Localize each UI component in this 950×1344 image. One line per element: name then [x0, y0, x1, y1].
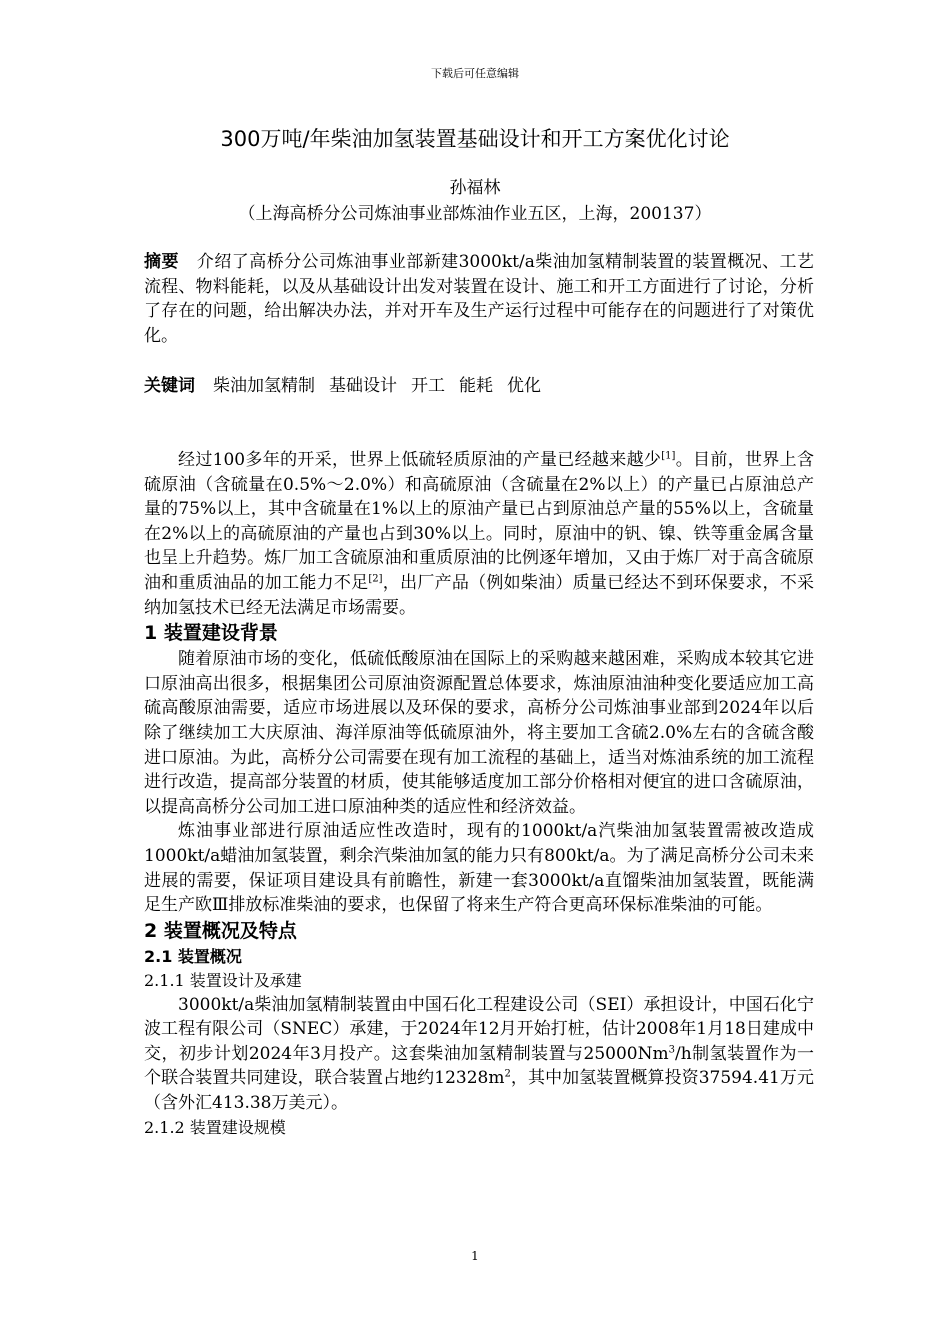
- keyword: 能耗: [459, 376, 493, 396]
- section-2-1-1-paragraph: [144, 993, 814, 1116]
- section-2-1-2-heading: 2.1.2 装置建设规模: [144, 1117, 286, 1137]
- paragraph-text: 3000kt/a柴油加氢精制装置由中国石化工程建设公司（SEI）承担设计，中国石化宁波工程有限公司（SNEC）承建，于2024年12月开始打桩，估计2008年1月18日建成中交，初步计划2024年3月投产。这套柴油加氢精制装置与25000Nm: [144, 994, 814, 1064]
- article-title: 300万吨/年柴油加氢装置基础设计和开工方案优化讨论: [220, 127, 730, 151]
- superscript-3: 3: [668, 1044, 675, 1056]
- keyword: 基础设计: [329, 376, 397, 396]
- abstract: [144, 250, 814, 348]
- citation-2: [2]: [368, 573, 383, 585]
- author-name: 孙福林: [449, 178, 501, 198]
- section-2-1-1-heading: 2.1.1 装置设计及承建: [144, 970, 302, 990]
- section-2-heading: 2 装置概况及特点: [144, 919, 297, 942]
- keyword: 柴油加氢精制: [213, 376, 315, 396]
- keyword: 优化: [507, 376, 541, 396]
- intro-paragraph: [144, 448, 814, 620]
- section-1-paragraph-2: 炼油事业部进行原油适应性改造时，现有的1000kt/a汽柴油加氢装置需被改造成1000kt/a蜡油加氢装置，剩余汽柴油加氢的能力只有800kt/a。为了满足高桥分公司未来进展的需要，保证项目建设具有前瞻性，新建一套3000kt/a直馏柴油加氢装置，既能满足生产欧Ⅲ排放标准柴油的要求，也保留了将来生产符合更高环保标准柴油的可能。: [144, 821, 814, 916]
- author-affiliation: （上海高桥分公司炼油事业部炼油作业五区，上海，200137）: [238, 204, 712, 224]
- keywords: [144, 374, 814, 399]
- section-2-1-heading: 2.1 装置概况: [144, 946, 242, 966]
- section-1-heading: 1 装置建设背景: [144, 622, 278, 645]
- section-1-paragraph-1: 随着原油市场的变化，低硫低酸原油在国际上的采购越来越困难，采购成本较其它进口原油高出很多，根据集团公司原油资源配置总体要求，炼油原油油种变化要适应加工高硫高酸原油需要，适应市场进展以及环保的要求，高桥分公司炼油事业部到2024年以后除了继续加工大庆原油、海洋原油等低硫原油外，将主要加工含硫2.0%左右的含硫含酸进口原油。为此，高桥分公司需要在现有加工流程的基础上，适当对炼油系统的加工流程进行改造，提高部分装置的材质，使其能够适度加工部分价格相对便宜的进口含硫原油，以提高高桥分公司加工进口原油种类的适应性和经济效益。: [144, 649, 814, 817]
- intro-text: 。目前，世界上含硫原油（含硫量在0.5%～2.0%）和高硫原油（含硫量在2%以上）的产量已占原油总产量的75%以上，其中含硫量在1%以上的原油产量已占到原油总产量的55%以上，含硫量在2%以上的高硫原油的产量也占到30%以上。同时，原油中的钒、镍、铁等重金属含量也呈上升趋势。炼厂加工含硫原油和重质原油的比例逐年增加，又由于炼厂对于高含硫原油和重质油品的加工能力不足: [144, 450, 815, 593]
- header-note: 下载后可任意编辑: [431, 67, 519, 80]
- main-text: [144, 448, 814, 1140]
- keyword: 开工: [411, 376, 445, 396]
- intro-text: 经过100多年的开采，世界上低硫轻质原油的产量已经越来越少: [178, 450, 662, 470]
- abstract-label: 摘要: [144, 252, 179, 272]
- page-number: 1: [471, 1249, 479, 1263]
- paragraph-text: /h制氢装置作为一个联合装置共同建设，联合装置占地约12328m: [144, 1043, 814, 1089]
- paragraph-text: ，其中加氢装置概算投资37594.41万元（含外汇413.38万美元）。: [144, 1068, 814, 1114]
- abstract-text: 介绍了高桥分公司炼油事业部新建3000kt/a柴油加氢精制装置的装置概况、工艺流程、物料能耗，以及从基础设计出发对装置在设计、施工和开工方面进行了讨论，分析了存在的问题，给出解决办法，并对开车及生产运行过程中可能存在的问题进行了对策优化。: [144, 252, 815, 346]
- superscript-2: 2: [504, 1068, 511, 1080]
- citation-1: [1]: [661, 450, 676, 462]
- intro-text: ，出厂产品（例如柴油）质量已经达不到环保要求，不采纳加氢技术已经无法满足市场需要。: [144, 572, 815, 618]
- keywords-label: 关键词: [144, 376, 195, 396]
